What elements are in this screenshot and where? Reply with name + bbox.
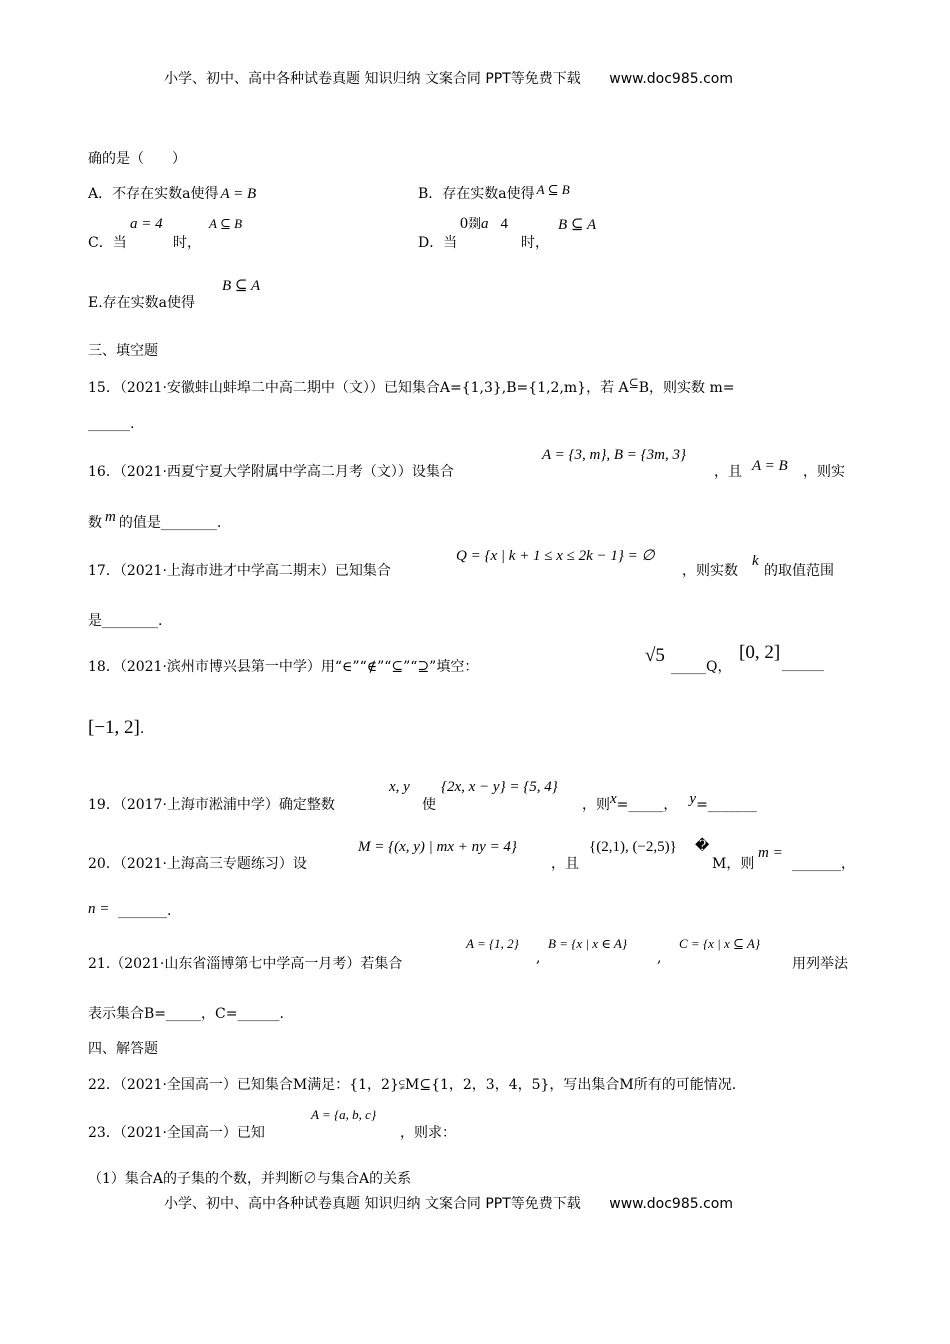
option-c-when: 时， <box>173 235 201 251</box>
q16-math-sets: A = {3, m}, B = {3m, 3} <box>542 447 686 463</box>
q14-option-e-text: E.存在实数a使得 <box>88 295 196 311</box>
q20-math-set: M = {(x, y) | mx + ny = 4} <box>358 839 517 855</box>
q17-text2: ，则实数 <box>682 563 738 579</box>
header-text: 小学、初中、高中各种试卷真题 知识归纳 文案合同 PPT等免费下载 <box>164 71 581 87</box>
section-heading-answer: 四、解答题 <box>88 1041 158 1057</box>
option-b-text: B．存在实数a使得 <box>418 186 535 202</box>
section-heading-fill-blank: 三、填空题 <box>88 343 158 359</box>
q20-blank1: _______， <box>792 856 855 872</box>
q14-option-b <box>418 183 570 203</box>
q21-set-b: B = {x | x ∈ A} <box>548 936 628 951</box>
q14-option-a <box>88 183 256 203</box>
q16-math-equal: A = B <box>752 458 788 474</box>
q18-blank1: _____Q， <box>671 659 732 675</box>
option-a-math: A = B <box>220 186 257 202</box>
q17-line2: 是________. <box>88 613 163 629</box>
q14-stem: 确的是（ ） <box>88 151 186 167</box>
option-e-math: B ⊆ A <box>222 278 261 294</box>
q23-sub1: （1）集合A的子集的个数，并判断∅与集合A的关系 <box>88 1171 412 1187</box>
q20-text3: M，则 <box>712 856 755 872</box>
q23-text: 23．（2021·全国高一）已知 <box>88 1125 265 1141</box>
option-c-condition: a = 4 <box>130 216 163 232</box>
q20-n: n = <box>88 901 110 917</box>
q21-comma2: , <box>657 950 662 966</box>
q23-text2: ，则求： <box>400 1125 456 1141</box>
q16-line2: 数 m 的值是________. <box>88 509 222 531</box>
option-d-condition: 0剟a 4 <box>460 215 509 232</box>
q17-math-set: Q = {x | k + 1 ≤ x ≤ 2k − 1} = ∅ <box>456 548 655 564</box>
q14-option-d-label: D．当 <box>418 235 458 251</box>
q23-math-set: A = {a, b, c} <box>311 1107 377 1122</box>
q20-symbol: � <box>695 838 710 854</box>
q19-then: ，则x=_____， y=_______ <box>582 791 757 813</box>
q21-set-c: C = {x | x ⊆ A} <box>679 936 761 951</box>
q18-sqrt5: √5 <box>645 645 665 666</box>
option-c-result: A ⊆ B <box>209 216 243 231</box>
q16-and: ，且 <box>714 464 742 480</box>
q19-math: {2x, x − y} = {5, 4} <box>441 779 558 795</box>
q17-text: 17．（2021·上海市进才中学高二期末）已知集合 <box>88 563 391 579</box>
option-b-math: A ⊆ B <box>536 182 570 197</box>
q21-text: 21.（2021·山东省淄博第七中学高一月考）若集合 <box>88 956 403 972</box>
option-a-text: A．不存在实数a使得 <box>88 186 219 202</box>
q19-text2: 使 <box>422 797 436 813</box>
page-footer <box>164 1193 733 1213</box>
q18-text: 18．（2021·滨州市博兴县第一中学）用“∈”“∉”“⊆”“⊇”填空： <box>88 659 479 675</box>
q17-text3: 的取值范围 <box>764 563 834 579</box>
q22-text: 22．（2021·全国高一）已知集合M满足：{1，2}⫋M⊆{1，2，3，4，5}，写出集合M所有的可能情况. <box>88 1077 737 1093</box>
q19-vars: x, y <box>389 779 410 795</box>
header-site: www.doc985.com <box>609 71 733 87</box>
q21-comma1: , <box>536 950 541 966</box>
q20-text: 20．（2021·上海高三专题练习）设 <box>88 856 307 872</box>
q15-line1: 15．（2021·安徽蚌山蚌埠二中高二期中（文））已知集合A={1,3},B={1,2,m}，若 A⊆B，则实数 m= <box>88 376 735 396</box>
footer-site: www.doc985.com <box>609 1196 733 1212</box>
q16-tail: ，则实 <box>803 464 845 480</box>
q18-interval1: [0, 2] <box>739 642 781 663</box>
q15-blank: ______. <box>88 416 135 432</box>
option-d-result: B ⊆ A <box>558 217 597 233</box>
q20-math-points: {(2,1), (−2,5)} <box>589 839 677 855</box>
q21-line2: 表示集合B=_____，C=______. <box>88 1006 284 1022</box>
option-d-when: 时， <box>521 235 549 251</box>
q18-line2: [−1, 2]. <box>88 717 145 738</box>
q21-set-a: A = {1, 2} <box>466 936 519 951</box>
q16-text: 16．（2021·西夏宁夏大学附属中学高二月考（文））设集合 <box>88 464 454 480</box>
q20-blank2: _______. <box>118 903 172 919</box>
page-header <box>164 68 733 88</box>
q20-text2: ，且 <box>551 856 579 872</box>
footer-text: 小学、初中、高中各种试卷真题 知识归纳 文案合同 PPT等免费下载 <box>164 1196 581 1212</box>
q19-text: 19．（2017·上海市淞浦中学）确定整数 <box>88 797 335 813</box>
q20-m: m = <box>758 845 783 861</box>
q18-blank2: ______ <box>782 656 824 672</box>
q21-text2: 用列举法 <box>792 956 848 972</box>
q17-k: k <box>752 553 759 569</box>
q14-option-c-label: C．当 <box>88 235 127 251</box>
